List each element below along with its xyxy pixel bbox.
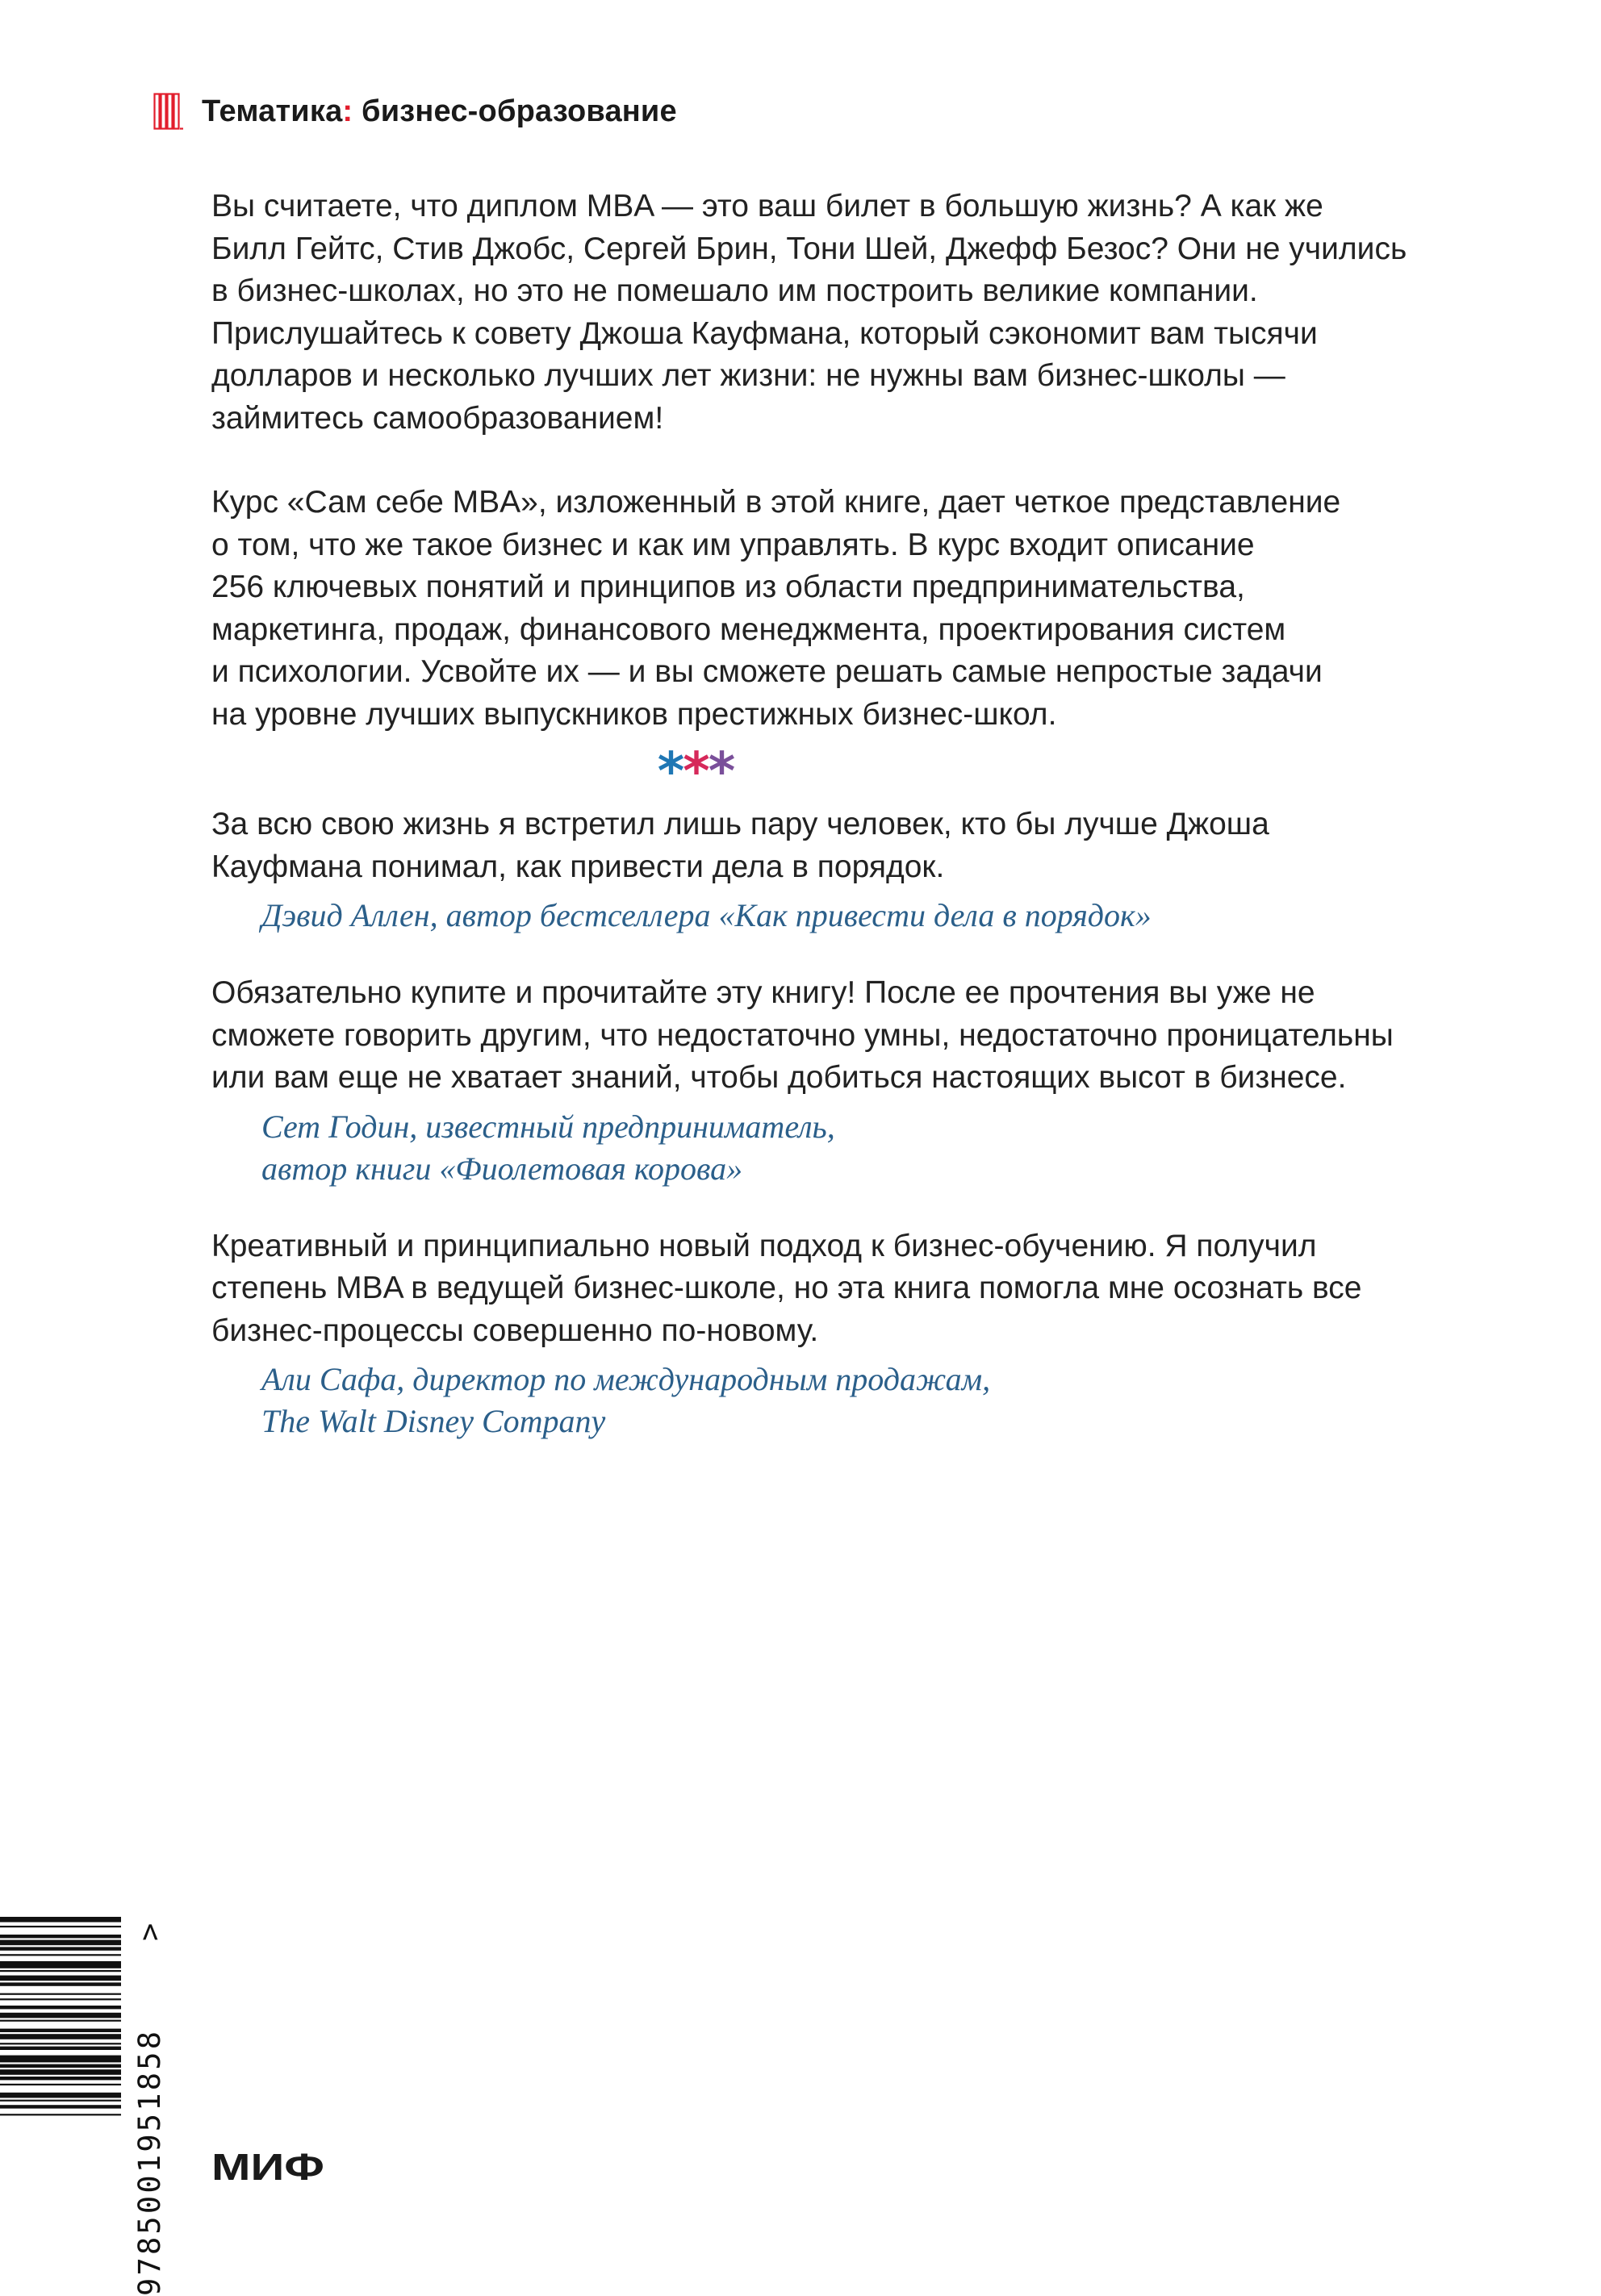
barcode-bar <box>0 1961 121 1968</box>
barcode-bar <box>0 2114 121 2115</box>
barcode-bar <box>0 2093 121 2098</box>
barcode-bar <box>0 1976 121 1981</box>
barcode-bar <box>0 1947 121 1950</box>
barcode-bar <box>0 1954 121 1956</box>
header-topic: бизнес-образование <box>353 94 677 128</box>
barcode-bar <box>0 1940 121 1946</box>
barcode-bar <box>0 2064 121 2068</box>
mif-logo-icon <box>211 2144 332 2188</box>
barcode-bar <box>0 2077 121 2080</box>
header-colon: : <box>342 94 353 128</box>
books-logo-icon <box>153 93 184 130</box>
barcode-bar <box>0 2013 121 2018</box>
barcode-bar <box>0 2084 121 2085</box>
barcode-bar <box>0 1935 121 1938</box>
quote-1 <box>211 804 1454 937</box>
star-blue: * <box>657 742 683 802</box>
star-purple: * <box>708 742 734 802</box>
barcode-bar <box>0 2006 121 2009</box>
barcode-bar <box>0 2105 121 2108</box>
barcode-bar <box>0 2034 121 2039</box>
barcode-bar <box>0 1917 121 1922</box>
quote-text: Обязательно купите и прочитайте эту книгу! После ее прочтения вы уже не сможете говорить другим, что недостаточно умны, недостаточно проницательны или вам еще не хватает знаний, чтобы добиться настоящих высот в бизнесе. <box>211 975 1394 1095</box>
barcode-bar <box>0 1970 121 1972</box>
header-title <box>202 96 677 127</box>
barcode-bar <box>0 2069 121 2075</box>
barcode-bar <box>0 2056 121 2063</box>
barcode-bar <box>0 1998 121 2000</box>
quote-author: Али Сафа, директор по международным продажам, The Walt Disney Company <box>261 1361 991 1439</box>
barcode-bar <box>0 1926 121 1927</box>
barcode-bar <box>0 2020 121 2022</box>
barcode-bar <box>0 2029 121 2032</box>
intro-paragraph-1: Вы считаете, что диплом MBA — это ваш билет в большую жизнь? А как же Билл Гейтс, Стив Джобс, Сергей Брин, Тони Шей, Джефф Безос? Они не учились в бизнес-школах, но это не помешало им построить великие компании. Прислушайтесь к совету Джоша Кауфмана, который сэкономит вам тысячи долларов и несколько лучших лет жизни: не нужны вам бизнес-школы — займитесь самообразованием! <box>211 189 1407 436</box>
quote-3 <box>211 1225 1454 1443</box>
star-separator <box>211 742 1180 802</box>
header-label: Тематика <box>202 94 343 128</box>
barcode-bar <box>0 1982 121 1985</box>
quote-author: Сет Годин, известный предприниматель, автор книги «Фиолетовая корова» <box>261 1108 835 1187</box>
quote-2 <box>211 972 1454 1190</box>
publisher-name: МИФ <box>211 2146 324 2188</box>
barcode-bar <box>0 2047 121 2050</box>
isbn-barcode <box>0 1914 167 2296</box>
quote-text: Креативный и принципиально новый подход к бизнес-обучению. Я получил степень MBA в ведущей бизнес-школе, но эта книга помогла мне осознать все бизнес-процессы совершенно по-новому. <box>211 1228 1362 1348</box>
barcode-bars <box>0 1917 121 2115</box>
star-red: * <box>683 742 709 802</box>
quote-author: Дэвид Аллен, автор бестселлера «Как привести дела в порядок» <box>261 897 1152 933</box>
isbn-digits: 9785001951858 <box>132 2028 167 2296</box>
intro-paragraph-2: Курс «Сам себе MBA», изложенный в этой книге, дает четкое представление о том, что же такое бизнес и как им управлять. В курс входит описание 256 ключевых понятий и принципов из области предпринимательства, маркетинга, продаж, финансового менеджмента, проектирования систем и психологии. Усвойте их — и вы сможете решать самые непростые задачи на уровне лучших выпускников престижных бизнес-школ. <box>211 485 1341 732</box>
barcode-quiet-mark: > <box>132 1922 167 1941</box>
barcode-bar <box>0 2043 121 2044</box>
barcode-bar <box>0 2100 121 2102</box>
quote-text: За всю свою жизнь я встретил лишь пару человек, кто бы лучше Джоша Кауфмана понимал, как привести дела в порядок. <box>211 807 1269 884</box>
barcode-bar <box>0 1993 121 1995</box>
back-cover-text <box>211 186 1454 1442</box>
header <box>153 90 677 132</box>
